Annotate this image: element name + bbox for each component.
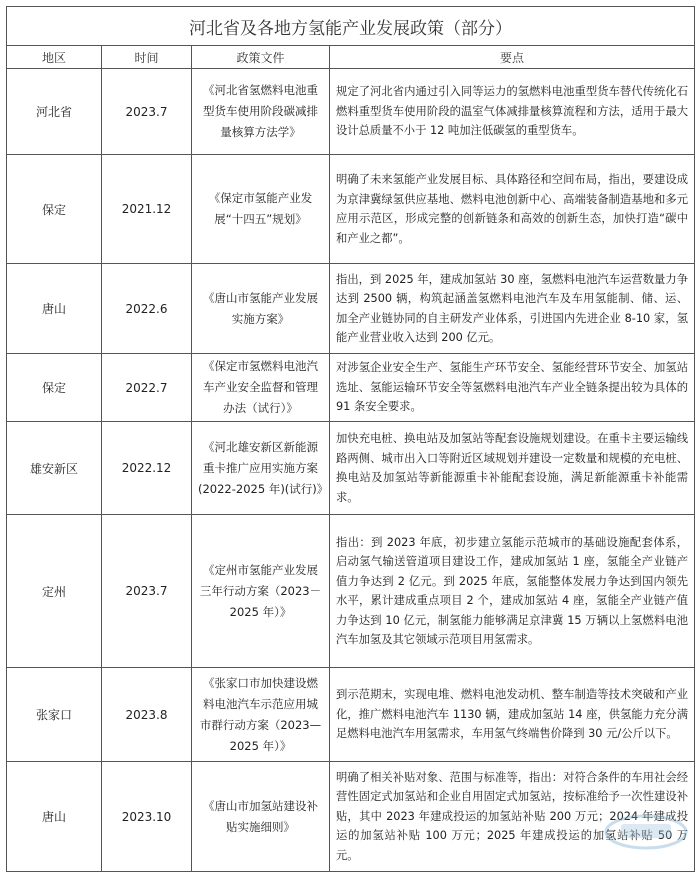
cell-region: 雄安新区 <box>7 422 102 515</box>
cell-doc: 《保定市氢能产业发展“十四五”规划》 <box>192 155 330 264</box>
cell-doc: 《定州市氢能产业发展三年行动方案（2023－2025 年）》 <box>192 515 330 668</box>
table-row <box>7 354 695 422</box>
cell-points: 明确了未来氢能产业发展目标、具体路径和空间布局，指出，要建设成为京津冀绿氢供应基地、燃料电池创新中心、高端装备制造基地和多元应用示范区，形成完整的创新链条和高效的创新生态，加快打造“碳中和产业之都”。 <box>330 155 695 264</box>
cell-points: 加快充电桩、换电站及加氢站等配套设施规划建设。在重卡主要运输线路两侧、城市出入口等附近区域规划并建设一定数量和规模的充电桩、换电站及加氢站等新能源重卡补能配套设施，满足新能源重卡补能需求。 <box>330 422 695 515</box>
cell-points: 明确了相关补贴对象、范围与标准等，指出：对符合条件的车用社会经营性固定式加氢站和企业自用固定式加氢站，按标准给予一次性建设补贴，其中 2023 年建成投运的加氢站补贴 200 万元；2024 年建成投运的加氢站补贴 100 万元；2025 年建成投运的加氢站补贴 50 万元。 <box>330 762 695 872</box>
header-row <box>7 46 695 69</box>
cell-points: 规定了河北省内通过引入同等运力的氢燃料电池重型货车替代传统化石燃料重型货车使用阶段的温室气体减排量核算流程和方法，适用于最大设计总质量不小于 12 吨加注低碳氢的重型货车。 <box>330 69 695 155</box>
table-title: 河北省及各地方氢能产业发展政策（部分） <box>7 7 695 46</box>
cell-points: 对涉氢企业安全生产、氢能生产环节安全、氢能经营环节安全、加氢站选址、氢能运输环节安全等氢燃料电池汽车产业全链条提出较为具体的 91 条安全要求。 <box>330 354 695 422</box>
cell-region: 河北省 <box>7 69 102 155</box>
cell-points: 到示范期末，实现电堆、燃料电池发动机、整车制造等技术突破和产业化，推广燃料电池汽车 1130 辆，建成加氢站 14 座，供氢能力充分满足燃料电池汽车用氢需求，车用氢气终端售价降到 30 元/公斤以下。 <box>330 668 695 762</box>
cell-doc: 《保定市氢燃料电池汽车产业安全监督和管理办法（试行）》 <box>192 354 330 422</box>
cell-time: 2023.8 <box>102 668 192 762</box>
cell-time: 2023.7 <box>102 515 192 668</box>
cell-points: 指出，到 2025 年，建成加氢站 30 座，氢燃料电池汽车运营数量力争达到 2500 辆，构筑起涵盖氢燃料电池汽车及车用氢能制、储、运、加全产业链协同的自主研发产业体系，引进国内先进企业 8-10 家，氢能产业营业收入达到 200 亿元。 <box>330 264 695 354</box>
cell-time: 2023.10 <box>102 762 192 872</box>
cell-region: 唐山 <box>7 762 102 872</box>
cell-doc: 《唐山市加氢站建设补贴实施细则》 <box>192 762 330 872</box>
watermark-logo-icon <box>603 812 689 852</box>
cell-region: 张家口 <box>7 668 102 762</box>
table-row <box>7 155 695 264</box>
cell-region: 唐山 <box>7 264 102 354</box>
policy-table-container <box>6 6 694 872</box>
cell-doc: 《河北雄安新区新能源重卡推广应用实施方案(2022-2025 年)(试行)》 <box>192 422 330 515</box>
cell-doc: 《张家口市加快建设燃料电池汽车示范应用城市群行动方案（2023—2025 年）》 <box>192 668 330 762</box>
header-region: 地区 <box>7 46 102 69</box>
policy-table <box>6 6 695 872</box>
cell-time: 2021.12 <box>102 155 192 264</box>
header-points: 要点 <box>330 46 695 69</box>
table-row <box>7 515 695 668</box>
cell-time: 2022.7 <box>102 354 192 422</box>
cell-region: 保定 <box>7 155 102 264</box>
table-row <box>7 762 695 872</box>
cell-time: 2022.12 <box>102 422 192 515</box>
cell-doc: 《河北省氢燃料电池重型货车使用阶段碳减排量核算方法学》 <box>192 69 330 155</box>
table-row <box>7 668 695 762</box>
header-doc: 政策文件 <box>192 46 330 69</box>
cell-time: 2023.7 <box>102 69 192 155</box>
header-time: 时间 <box>102 46 192 69</box>
cell-doc: 《唐山市氢能产业发展实施方案》 <box>192 264 330 354</box>
cell-region: 保定 <box>7 354 102 422</box>
cell-time: 2022.6 <box>102 264 192 354</box>
cell-region: 定州 <box>7 515 102 668</box>
table-row <box>7 422 695 515</box>
table-row <box>7 264 695 354</box>
cell-points: 指出：到 2023 年底，初步建立氢能示范城市的基础设施配套体系，启动氢气输送管道项目建设工作，建成加氢站 1 座，氢能全产业链产值力争达到 2 亿元。到 2025 年底，氢能整体发展力争达到国内领先水平，累计建成重点项目 2 个，建成加氢站 4 座，氢能全产业链产值力争达到 10 亿元，制氢能力能够满足京津冀 15 万辆以上氢燃料电池汽车加氢及其它领域示范项目用氢需求。 <box>330 515 695 668</box>
table-row <box>7 69 695 155</box>
